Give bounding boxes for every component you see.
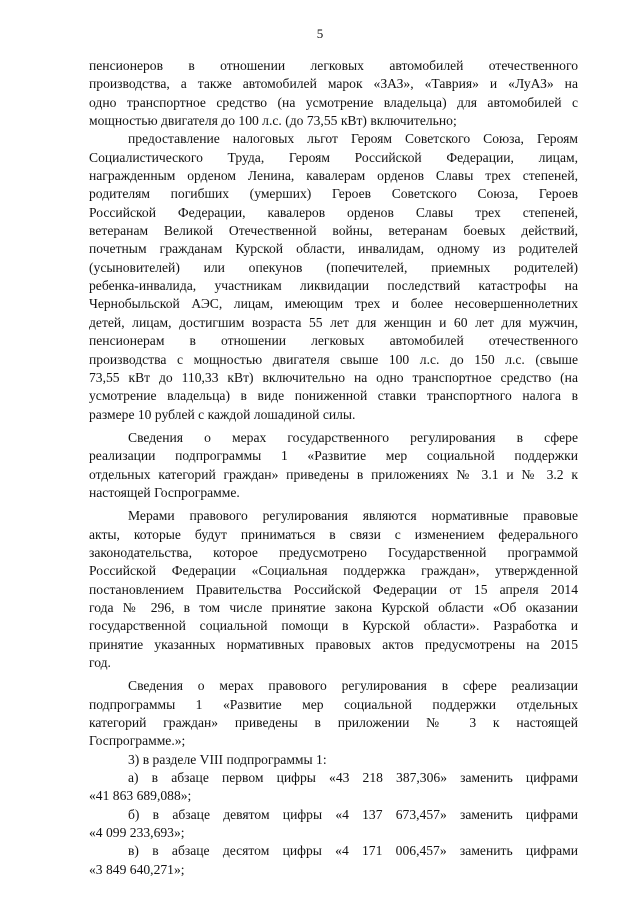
text-line: производства, а также автомобилей марок «ЗАЗ», «Таврия» и «ЛуАЗ» на: [89, 76, 578, 92]
text-line: «4 099 233,693»;: [89, 825, 185, 841]
text-line: Чернобыльской АЭС, лицам, имеющим трех и более несовершеннолетних: [89, 296, 578, 312]
paragraph: [89, 507, 578, 672]
text-line: настоящей Госпрограмме.: [89, 484, 240, 500]
page-number: 5: [316, 26, 324, 41]
paragraph: [89, 677, 578, 750]
text-line: Сведения о мерах правового регулирования в сфере реализации: [128, 678, 578, 694]
document-body: [89, 57, 578, 879]
text-line: пенсионеров в отношении легковых автомобилей отечественного: [89, 58, 578, 73]
text-line: награжденным орденом Ленина, кавалерам орденов Славы трех степеней,: [89, 168, 578, 184]
text-line: размере 10 рублей с каждой лошадиной силы.: [89, 406, 356, 422]
text-line: одно транспортное средство (на усмотрение владельца) для автомобилей с: [89, 94, 578, 110]
paragraph: [89, 769, 578, 806]
text-line: постановлением Правительства Российской Федерации от 15 апреля 2014: [89, 581, 578, 597]
text-line: Мерами правового регулирования являются нормативные правовые: [128, 508, 578, 524]
text-line: категорий граждан» приведены в приложении № 3 к настоящей: [89, 715, 578, 731]
text-line: почетным гражданам Курской области, инвалидам, одному из родителей: [89, 241, 578, 257]
text-line: «41 863 689,088»;: [89, 788, 192, 804]
text-line: предоставление налоговых льгот Героям Советского Союза, Героям: [128, 131, 578, 147]
text-line: Российской Федерации, кавалеров орденов Славы трех степеней,: [89, 204, 578, 220]
text-line: отдельных категорий граждан» приведены в приложениях № 3.1 и № 3.2 к: [89, 466, 578, 482]
text-line: Российской Федерации «Социальная поддержка граждан», утвержденной: [89, 563, 578, 579]
text-line: принятие указанных нормативных правовых актов предусмотрены на 2015: [89, 636, 578, 652]
text-line: законодательства, которое предусмотрено Государственной программой: [89, 544, 578, 560]
text-line: ребенка-инвалида, участникам ликвидации последствий катастрофы на: [89, 278, 578, 294]
paragraph: [89, 130, 578, 424]
paragraph: [89, 57, 578, 130]
text-line: акты, которые будут приниматься в связи с изменением федерального: [89, 526, 578, 542]
text-line: ветеранам Великой Отечественной войны, ветеранам боевых действий,: [89, 223, 578, 239]
text-line: года № 296, в том числе принятие закона Курской области «Об оказании: [89, 599, 578, 615]
text-line: год.: [89, 655, 111, 670]
text-line: родителям погибших (умерших) Героев Советского Союза, Героев: [89, 186, 578, 202]
text-line: (усыновителей) или опекунов (попечителей, приемных родителей): [89, 259, 578, 275]
text-line: пенсионерам в отношении легковых автомобилей отечественного: [89, 333, 578, 349]
text-line: Социалистического Труда, Героям Российской Федерации, лицам,: [89, 149, 578, 165]
text-line: государственной социальной помощи в Курской области». Разработка и: [89, 618, 578, 634]
text-line: реализации подпрограммы 1 «Развитие мер социальной поддержки: [89, 448, 578, 464]
text-line: б) в абзаце девятом цифры «4 137 673,457» заменить цифрами: [128, 806, 578, 822]
text-line: а) в абзаце первом цифры «43 218 387,306» заменить цифрами: [128, 770, 578, 786]
text-line: 73,55 кВт до 110,33 кВт) включительно на одно транспортное средство (на: [89, 369, 578, 385]
text-line: усмотрение владельца) в виде пониженной ставки транспортного налога в: [89, 388, 578, 404]
text-line: Госпрограмме.»;: [89, 733, 186, 749]
paragraph: [89, 751, 578, 769]
text-line: производства с мощностью двигателя свыше 100 л.с. до 150 л.с. (свыше: [89, 351, 578, 367]
paragraph: [89, 429, 578, 502]
text-line: Сведения о мерах государственного регулирования в сфере: [128, 429, 578, 445]
text-line: подпрограммы 1 «Развитие мер социальной поддержки отдельных: [89, 696, 578, 712]
text-line: 3) в разделе VIII подпрограммы 1:: [128, 751, 327, 767]
paragraph: [89, 842, 578, 879]
text-line: в) в абзаце десятом цифры «4 171 006,457» заменить цифрами: [128, 843, 578, 859]
paragraph: [89, 806, 578, 843]
text-line: детей, лицам, достигшим возраста 55 лет для женщин и 60 лет для мужчин,: [89, 314, 578, 330]
text-line: мощностью двигателя до 100 л.с. (до 73,55 кВт) включительно;: [89, 113, 457, 129]
text-line: «3 849 640,271»;: [89, 861, 185, 877]
